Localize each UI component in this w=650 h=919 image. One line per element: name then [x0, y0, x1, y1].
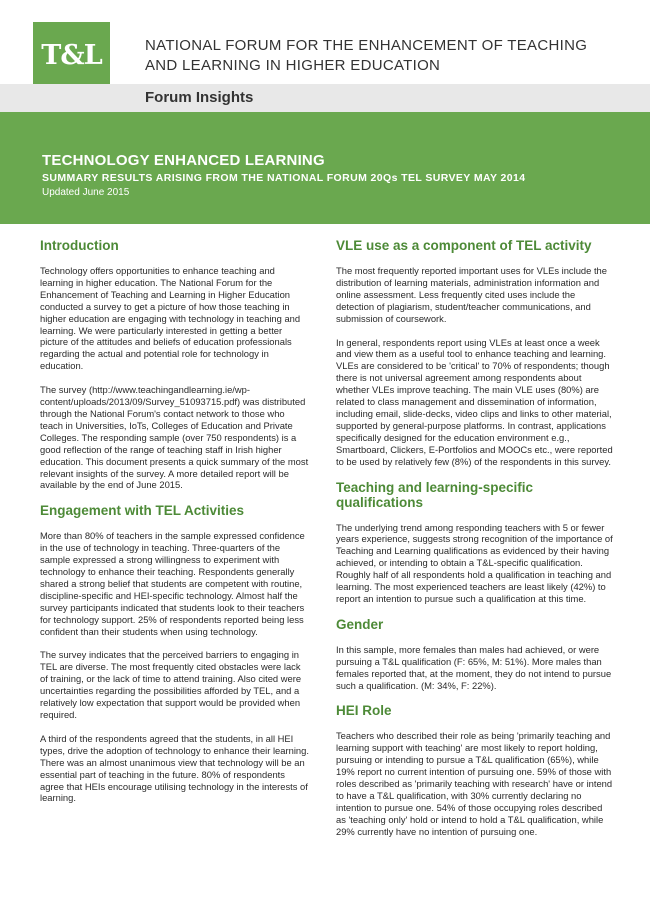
org-line-2: AND LEARNING IN HIGHER EDUCATION: [145, 57, 441, 74]
vle-heading: VLE use as a component of TEL activity: [336, 238, 592, 253]
gender-paragraph-1: In this sample, more females than males had achieved, or were pursuing a T&L qualification (F: 65%, M: 51%). More males than females reported that, at the moment, they do not intend to pursue such a qualification. (M: 34%, F: 22%).: [336, 643, 612, 691]
document-subtitle: SUMMARY RESULTS ARISING FROM THE NATIONAL FORUM 20Qs TEL SURVEY MAY 2014: [42, 172, 526, 184]
right-column: [336, 238, 614, 850]
section-hei-role: [336, 703, 614, 837]
engagement-paragraph-2: The survey indicates that the perceived barriers to engaging in TEL are diverse. The most frequently cited obstacles were lack of training, or the lack of time to attend training. Also cited were uncertainties regarding the possibilities afforded by TEL, and a relatively low expectation that support would be provided when required.: [40, 649, 302, 720]
hei-role-paragraph-1: Teachers who described their role as being 'primarily teaching and learning support with teaching' are most likely to report holding, pursuing or intending to pursue a T&L qualification (65%), while 19% report no current intention of pursuing one. 59% of those with roles described as 'primarily teaching with research' have or intend to have a T&L qualification, with 30% currently declaring no intention to pursue one. 54% of those occupying roles described as 'teaching only' hold or intend to hold a T&L qualification, while 29% currently have no intention of pursuing one.: [336, 730, 613, 837]
introduction-paragraph-1: Technology offers opportunities to enhance teaching and learning in higher education. The National Forum for the Enhancement of Teaching and Learning in Higher Education conducted a survey to get a picture of how those teaching in higher education are engaging with technology in teaching and learning. We were particularly interested in getting a better picture of the attitudes and beliefs of education professionals regarding the actual and potential role for technology in education.: [40, 265, 301, 372]
qualifications-heading: Teaching and learning-specific qualifications: [336, 479, 534, 510]
engagement-heading: Engagement with TEL Activities: [40, 503, 245, 519]
qualifications-paragraph-1: The underlying trend among responding teachers with 5 or fewer years experience, suggests strong recognition of the importance of Teaching and Learning qualifications as evidenced by their having achieved, or intending to obtain a T&L-specific qualification. Roughly half of all respondents hold a qualification in teaching and learning. The most experienced teachers are least likely (42%) to report an intention to pursue such a qualification at this time.: [336, 521, 613, 604]
org-line-1: NATIONAL FORUM FOR THE ENHANCEMENT OF TEACHING: [145, 37, 588, 54]
introduction-paragraph-2: The survey (http://www.teachingandlearning.ie/wp-content/uploads/2013/09/Survey_51093715.pdf) was distributed through the National Forum's contact network to those who teach in Universities, IoTs, Colleges of Education and Private Colleges. The responding sample (over 750 respondents) is a good reflection of the range of teaching staff in Irish higher education. This document presents a quick summary of the most relevant insights of the survey. A more detailed report will be available by the end of June 2015.: [40, 384, 309, 491]
section-vle: [336, 238, 614, 468]
section-introduction: [40, 238, 310, 491]
gender-heading: Gender: [336, 616, 384, 632]
forum-insights-label: Forum Insights: [145, 89, 254, 106]
organisation-name: [145, 36, 615, 76]
title-banner: [0, 112, 650, 224]
section-engagement: [40, 503, 310, 804]
section-qualifications: [336, 480, 614, 605]
left-column: [40, 238, 310, 816]
section-gender: [336, 617, 614, 692]
insights-bar: [0, 84, 650, 112]
hei-role-heading: HEI Role: [336, 703, 392, 719]
updated-date: Updated June 2015: [42, 187, 130, 198]
vle-paragraph-2: In general, respondents report using VLEs at least once a week and view them as a useful tool to enhance teaching and learning. VLEs are considered to be 'critical' to 70% of respondents; though there is not universal agreement among respondents about whether VLEs improve teaching. The main VLE uses (80%) are related to class management and dissemination of information, including email, slide-decks, video clips and links to other material, supported by general-purpose platforms. In contrast, applications specifically designed for the education environment e.g., Smartboard, Clickers, E-Portfolios and MOOCs etc., were reported to be used by relatively few (8%) of the respondents in this survey.: [336, 336, 613, 467]
tl-logo: T&L: [33, 22, 110, 88]
page-header: [0, 0, 650, 112]
engagement-paragraph-1: More than 80% of teachers in the sample expressed confidence in the use of technology in teaching. Three-quarters of the sample expressed a strong willingness to experiment with technology to enhance their teaching. Respondents generally shared a strong belief that students are competent with routine, discipline-specific and HEI-specific technology. Almost half the survey participants indicated that students look to their teachers for technology support. 25% of respondents reported being less confident than their students when using technology.: [40, 530, 305, 637]
engagement-paragraph-3: A third of the respondents agreed that the students, in all HEI types, drive the adoption of technology to enhance their learning. There was an almost unanimous view that technology will be an essential part of teaching in the future. 80% of respondents agree that HEIs encourage utilising technology in the interests of learning.: [40, 732, 309, 804]
document-title: TECHNOLOGY ENHANCED LEARNING: [42, 152, 325, 169]
vle-paragraph-1: The most frequently reported important uses for VLEs include the distribution of learning materials, administration information and online assessment. Less frequently cited uses include the detection of plagiarism, student/teacher communications, and submission of coursework.: [336, 265, 607, 324]
introduction-heading: Introduction: [40, 238, 119, 253]
